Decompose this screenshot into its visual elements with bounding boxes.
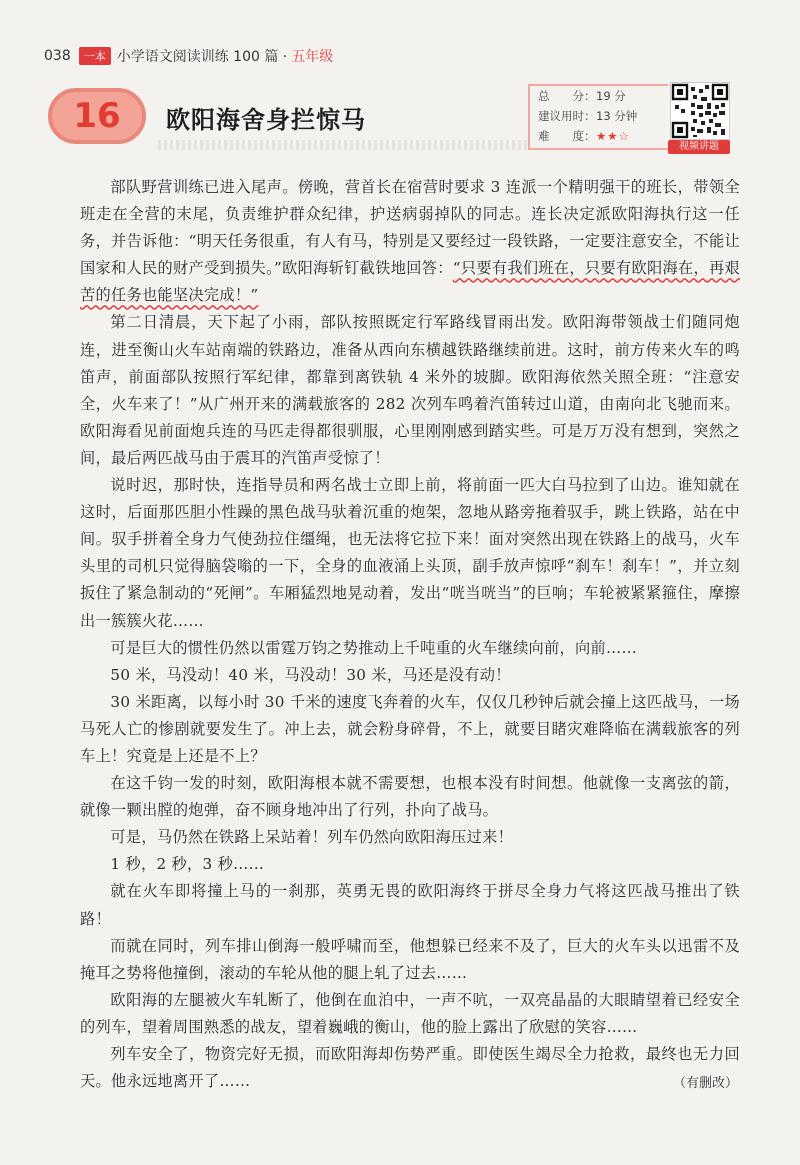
paragraph-text: 列车安全了，物资完好无损，而欧阳海却伤势严重。即使医生竭尽全力抢救，最终也无力回天。他永远地离开了…… — [80, 1045, 740, 1091]
paragraph — [80, 689, 740, 770]
paragraph — [80, 472, 740, 635]
adaptation-note: （有删改） — [672, 1076, 738, 1091]
paragraph — [80, 1041, 740, 1095]
paragraph-text: 可是，马仍然在铁路上呆站着！列车仍然向欧阳海压过来！ — [110, 828, 514, 847]
paragraph — [80, 824, 740, 851]
paragraph-text: 部队野营训练已进入尾声。傍晚，营首长在宿营时要求 3 连派一个精明强干的班长，带领全班走在全营的末尾，负责维护群众纪律，护送病弱掉队的同志。连长决定派欧阳海执行这一任务，并告诉他：“明天任务很重，有人有马，特别是又要经过一段铁路，一定要注意安全，不能让国家和人民的财产受到损失。”欧阳海斩钉截铁地回答： — [80, 178, 740, 278]
paragraph — [80, 635, 740, 662]
page-header — [44, 44, 333, 68]
info-difficulty — [538, 126, 668, 146]
info-time-label: 建议用时： — [538, 109, 596, 123]
paragraph-text: 30 米距离，以每小时 30 千米的速度飞奔着的火车，仅仅几秒钟后就会撞上这匹战马，一场马死人亡的惨剧就要发生了。冲上去，就会粉身碎骨，不上，就要目睹灾难降临在满载旅客的列车上！究竟是上还是不上？ — [80, 692, 740, 765]
info-total-label: 总 分： — [538, 89, 596, 103]
paragraph — [80, 987, 740, 1041]
lesson-number: 16 — [73, 96, 121, 136]
paragraph — [80, 174, 740, 309]
title-decoration — [158, 140, 528, 150]
book-title: 小学语文阅读训练 100 篇 · — [116, 49, 288, 65]
paragraph-text: 欧阳海的左腿被火车轧断了，他倒在血泊中，一声不吭，一双亮晶晶的大眼睛望着已经安全的列车，望着周围熟悉的战友，望着巍峨的衡山，他的脸上露出了欣慰的笑容…… — [80, 990, 740, 1036]
paragraph-text: 可是巨大的惯性仍然以雷霆万钧之势推动上千吨重的火车继续向前，向前…… — [110, 638, 637, 657]
info-total — [538, 86, 668, 106]
paragraph — [80, 309, 740, 472]
article-body — [80, 174, 740, 1095]
paragraph-text: 1 秒，2 秒，3 秒…… — [110, 855, 265, 874]
info-difficulty-label: 难 度： — [538, 129, 596, 143]
paragraph-text: 就在火车即将撞上马的一刹那，英勇无畏的欧阳海终于拼尽全身力气将这匹战马推出了铁路！ — [80, 882, 740, 928]
info-time — [538, 106, 668, 126]
lesson-title: 欧阳海舍身拦惊马 — [166, 106, 366, 134]
brand-badge: 一本 — [79, 47, 111, 65]
info-total-value: 19 分 — [596, 89, 626, 103]
book-grade: 五年级 — [291, 49, 334, 65]
difficulty-stars-icon: ★★☆ — [596, 129, 630, 143]
qr-code-icon[interactable] — [670, 82, 730, 140]
paragraph — [80, 770, 740, 824]
paragraph — [80, 878, 740, 932]
paragraph — [80, 933, 740, 987]
paragraph — [80, 662, 740, 689]
info-box — [528, 84, 668, 150]
page-number: 038 — [44, 48, 71, 64]
video-explain-button[interactable]: 视频讲题 — [668, 140, 730, 154]
lesson-title-row — [48, 86, 548, 156]
underlined-quote: “只要有我们班在，只要有欧阳海在，再艰苦的任务也能坚决完成！” — [80, 259, 741, 305]
paragraph-text: 而就在同时，列车排山倒海一般呼啸而至，他想躲已经来不及了，巨大的火车头以迅雷不及掩耳之势将他撞倒，滚动的车轮从他的腿上轧了过去…… — [80, 936, 740, 982]
lesson-number-badge — [48, 88, 146, 144]
paragraph-text: 第二日清晨，天下起了小雨，部队按照既定行军路线冒雨出发。欧阳海带领战士们随同炮连，进至衡山火车站南端的铁路边，准备从西向东横越铁路继续前进。这时，前方传来火车的鸣笛声，前面部队按照行军纪律，都靠到离铁轨 4 米外的坡脚。欧阳海依然关照全班：“注意安全，火车来了！”从广州开来的满载旅客的 282 次列车鸣着汽笛转过山道，由南向北飞驰而来。欧阳海看见前面炮兵连的马匹走得都很驯服，心里刚刚感到踏实些。可是万万没有想到，突然之间，最后两匹战马由于震耳的汽笛声受惊了！ — [80, 313, 740, 467]
paragraph — [80, 851, 740, 878]
paragraph-text: 说时迟，那时快，连指导员和两名战士立即上前，将前面一匹大白马拉到了山边。谁知就在这时，后面那匹胆小性躁的黑色战马驮着沉重的炮架，忽地从路旁拖着驭手，跳上铁路，站在中间。驭手拼着全身力气使劲拉住缰绳，也无法将它拉下来！面对突然出现在铁路上的战马，火车头里的司机只觉得脑袋嗡的一下，全身的血液涌上头顶，副手放声惊呼“刹车！刹车！”，并立刻扳住了紧急制动的“死闸”。车厢猛烈地晃动着，发出“咣当咣当”的巨响；车轮被紧紧箍住，摩擦出一簇簇火花…… — [80, 476, 740, 630]
info-time-value: 13 分钟 — [596, 109, 638, 123]
paragraph-text: 在这千钧一发的时刻，欧阳海根本就不需要想，也根本没有时间想。他就像一支离弦的箭，就像一颗出膛的炮弹，奋不顾身地冲出了行列，扑向了战马。 — [80, 774, 740, 820]
paragraph-text: 50 米，马没动！40 米，马没动！30 米，马还是没有动！ — [110, 665, 511, 684]
